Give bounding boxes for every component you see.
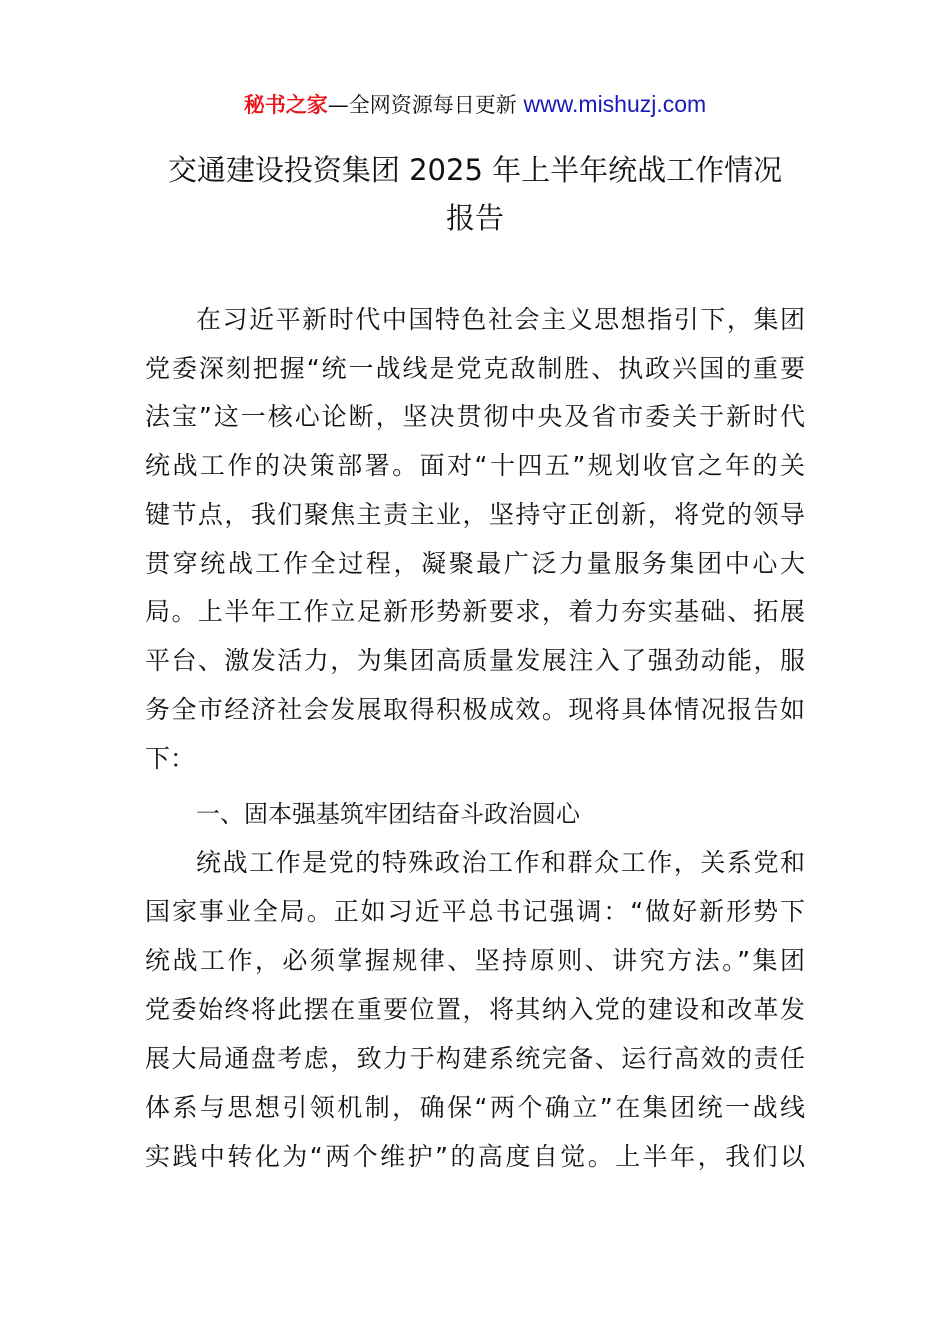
paragraph-line: 国家事业全局。正如习近平总书记强调：“做好新形势下: [145, 897, 805, 926]
paragraph-line: 体系与思想引领机制，确保“两个确立”在集团统一战线: [145, 1093, 805, 1122]
document-title-line-2: 报告: [445, 201, 504, 235]
site-watermark-header: [0, 88, 950, 121]
paragraph-line: 统战工作的决策部署。面对“十四五”规划收官之年的关: [145, 451, 805, 480]
paragraph-line: 党委深刻把握“统一战线是党克敌制胜、执政兴国的重要: [145, 354, 805, 383]
site-tagline: —全网资源每日更新: [327, 93, 524, 117]
paragraph-line: 法宝”这一核心论断，坚决贯彻中央及省市委关于新时代: [145, 402, 805, 431]
site-brand: 秘书之家: [243, 93, 328, 117]
document-title-line-1: 交通建设投资集团 2025 年上半年统战工作情况: [167, 153, 783, 187]
paragraph-line: 统战工作，必须掌握规律、坚持原则、讲究方法。”集团: [145, 946, 805, 975]
paragraph-line: 展大局通盘考虑，致力于构建系统完备、运行高效的责任: [145, 1044, 805, 1073]
paragraph-line: 键节点，我们聚焦主责主业，坚持守正创新，将党的领导: [145, 500, 805, 529]
paragraph-line: 实践中转化为“两个维护”的高度自觉。上半年，我们以: [145, 1142, 805, 1171]
section-heading-1: 一、固本强基筑牢团结奋斗政治圆心: [196, 800, 580, 828]
site-url-link[interactable]: www.mishuzj.com: [523, 91, 707, 117]
paragraph-line: 贯穿统战工作全过程，凝聚最广泛力量服务集团中心大: [145, 549, 805, 578]
paragraph-line: 在习近平新时代中国特色社会主义思想指引下，集团: [196, 305, 805, 334]
paragraph-line: 平台、激发活力，为集团高质量发展注入了强劲动能，服: [145, 646, 805, 675]
paragraph-line: 党委始终将此摆在重要位置，将其纳入党的建设和改革发: [145, 995, 805, 1024]
paragraph-line: 统战工作是党的特殊政治工作和群众工作，关系党和: [196, 848, 805, 877]
paragraph-line: 务全市经济社会发展取得积极成效。现将具体情况报告如: [145, 695, 805, 724]
paragraph-line: 下：: [145, 744, 196, 773]
paragraph-line: 局。上半年工作立足新形势新要求，着力夯实基础、拓展: [145, 597, 805, 626]
